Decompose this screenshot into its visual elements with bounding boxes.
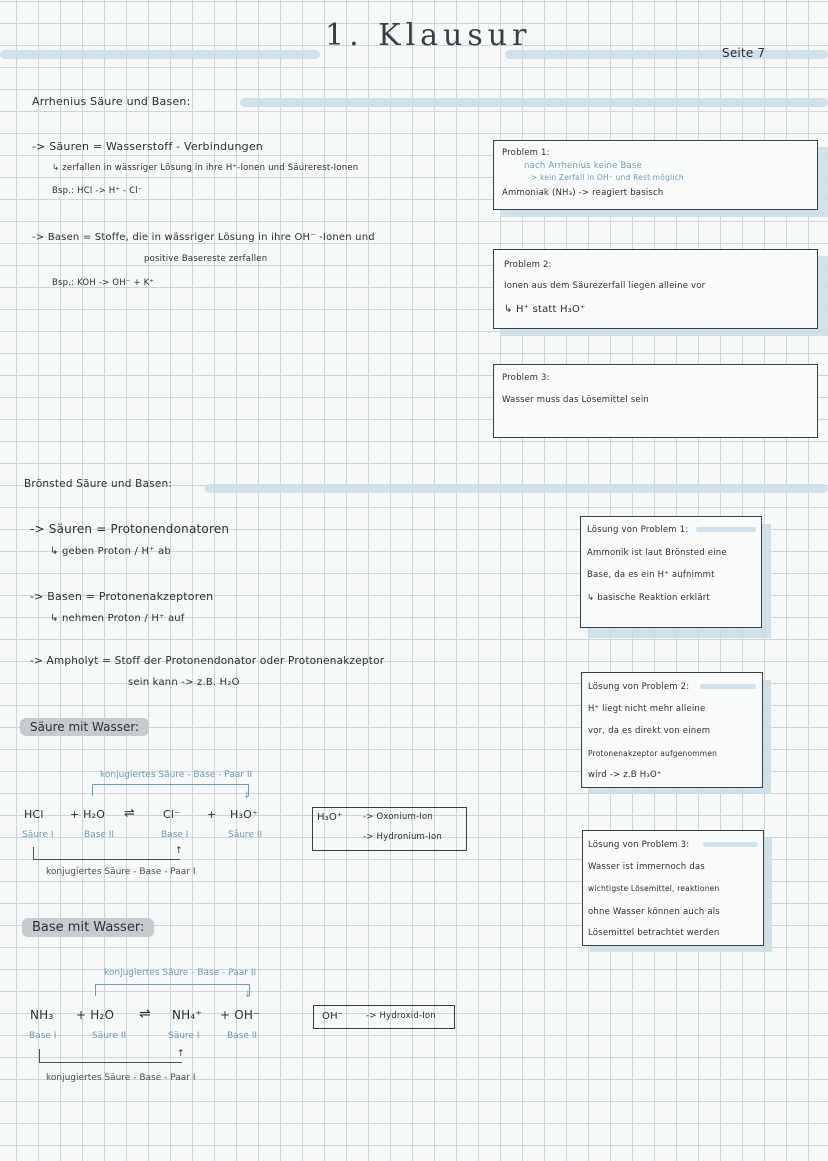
oxonium-name: -> Oxonium-Ion xyxy=(363,812,433,822)
base-water-bottom-bracket xyxy=(39,1062,182,1063)
acid-water-role: Base II xyxy=(84,830,115,840)
arrow-up-icon: ↑ xyxy=(177,1049,185,1059)
problem-1-box xyxy=(493,140,818,210)
acid-water-species: + xyxy=(207,808,217,821)
solution-3-line: Wasser ist immernoch das xyxy=(588,862,705,872)
equilibrium-arrow-icon: ⇌ xyxy=(124,806,136,821)
problem-2-title: Problem 2: xyxy=(504,260,552,270)
solution-1-title: Lösung von Problem 1: xyxy=(587,525,689,535)
oxonium-formula: H₃O⁺ xyxy=(317,812,343,823)
header-underline-right xyxy=(505,50,828,59)
solution-3-box xyxy=(582,830,764,946)
acid-water-heading: Säure mit Wasser: xyxy=(20,718,149,736)
bronsted-acid-line: -> Säuren = Protonendonatoren xyxy=(30,522,230,536)
base-water-species: + OH⁻ xyxy=(220,1008,260,1022)
problem-1-note-2: -> kein Zerfall in OH⁻ und Rest möglich xyxy=(528,173,684,182)
base-water-role: Säure I xyxy=(168,1031,200,1041)
problem-1-note: nach Arrhenius keine Base xyxy=(524,161,642,171)
bronsted-ampholyt-line: -> Ampholyt = Stoff der Protonendonator oder Protonenakzeptor xyxy=(30,655,385,667)
base-water-bottom-label: konjugiertes Säure - Base - Paar I xyxy=(46,1073,196,1083)
acid-water-role: Base I xyxy=(161,830,189,840)
base-water-top-bracket xyxy=(95,984,96,996)
problem-2-text: Ionen aus dem Säurezerfall liegen alleine vor xyxy=(504,281,706,291)
acid-water-bottom-bracket xyxy=(33,859,180,860)
solution-3-line: wichtigste Lösemittel, reaktionen xyxy=(588,884,720,893)
base-water-bottom-bracket xyxy=(39,1049,40,1062)
acid-water-top-bracket xyxy=(92,784,93,796)
page-number: Seite 7 xyxy=(722,46,766,60)
base-water-top-bracket xyxy=(95,984,250,985)
section-underline xyxy=(240,98,828,107)
acid-water-species: Cl⁻ xyxy=(163,808,181,821)
arrhenius-base-line2: positive Basereste zerfallen xyxy=(144,254,268,264)
acid-water-bottom-bracket xyxy=(33,847,34,859)
solution-3-line: ohne Wasser können auch als xyxy=(588,907,720,917)
solution-2-line: vor, da es direkt von einem xyxy=(588,726,711,736)
base-water-role: Säure II xyxy=(92,1031,127,1041)
solution-3-title-line xyxy=(703,842,758,847)
acid-water-role: Säure II xyxy=(228,830,263,840)
solution-2-line: wird -> z.B H₃O⁺ xyxy=(588,770,662,780)
header-underline-left xyxy=(0,50,320,59)
base-water-role: Base I xyxy=(29,1031,57,1041)
equilibrium-arrow-icon: ⇌ xyxy=(139,1006,151,1022)
arrow-up-icon: ↑ xyxy=(175,846,183,856)
solution-1-line: ↳ basische Reaktion erklärt xyxy=(587,593,710,603)
arrhenius-acid-example: Bsp.: HCl -> H⁺ - Cl⁻ xyxy=(52,186,143,196)
hydroxid-formula: OH⁻ xyxy=(322,1011,344,1022)
hydroxid-box xyxy=(313,1005,455,1029)
bronsted-base-line: -> Basen = Protonenakzeptoren xyxy=(30,590,214,603)
base-water-species: NH₃ xyxy=(30,1008,54,1022)
solution-1-line: Base, da es ein H⁺ aufnimmt xyxy=(587,570,715,580)
arrow-down-icon: ↓ xyxy=(244,990,252,1000)
problem-3-box xyxy=(493,364,818,438)
solution-2-title-line xyxy=(700,684,756,689)
bronsted-base-sub: ↳ nehmen Proton / H⁺ auf xyxy=(50,613,185,624)
arrhenius-base-line: -> Basen = Stoffe, die in wässriger Lösung in ihre OH⁻ -Ionen und xyxy=(32,232,375,243)
arrow-down-icon: ↓ xyxy=(243,791,251,801)
solution-1-title-line xyxy=(696,527,756,532)
problem-2-text-2: ↳ H⁺ statt H₃O⁺ xyxy=(504,304,586,315)
solution-3-line: Lösemittel betrachtet werden xyxy=(588,928,720,938)
solution-2-line: H⁺ liegt nicht mehr alleine xyxy=(588,704,706,714)
solution-2-title: Lösung von Problem 2: xyxy=(588,682,690,692)
problem-1-text: Ammoniak (NH₃) -> reagiert basisch xyxy=(502,188,664,198)
solution-3-title: Lösung von Problem 3: xyxy=(588,840,690,850)
arrhenius-base-example: Bsp.: KOH -> OH⁻ + K⁺ xyxy=(52,278,155,288)
solution-2-box xyxy=(581,672,763,788)
arrhenius-heading: Arrhenius Säure und Basen: xyxy=(32,95,191,108)
solution-1-line: Ammonik ist laut Brönsted eine xyxy=(587,548,727,558)
acid-water-top-bracket xyxy=(92,784,249,785)
acid-water-species: H₃O⁺ xyxy=(230,808,258,821)
page-title: 1. Klausur xyxy=(325,18,532,53)
solution-2-line: Protonenakzeptor aufgenommen xyxy=(588,749,718,758)
base-water-species: NH₄⁺ xyxy=(172,1008,202,1022)
solution-1-box xyxy=(580,516,762,628)
bronsted-acid-sub: ↳ geben Proton / H⁺ ab xyxy=(50,546,171,557)
acid-water-role: Säure I xyxy=(22,830,54,840)
oxonium-box xyxy=(312,807,467,851)
base-water-role: Base II xyxy=(227,1031,258,1041)
acid-water-bottom-label: konjugiertes Säure - Base - Paar I xyxy=(46,867,196,877)
problem-1-title: Problem 1: xyxy=(502,148,550,158)
acid-water-top-label: konjugiertes Säure - Base - Paar II xyxy=(100,770,253,780)
problem-3-title: Problem 3: xyxy=(502,373,550,383)
base-water-species: + H₂O xyxy=(76,1008,115,1022)
section-underline-2 xyxy=(205,484,828,493)
acid-water-species: HCl xyxy=(24,808,44,821)
acid-water-species: + H₂O xyxy=(70,808,106,821)
problem-2-box xyxy=(493,249,818,329)
base-water-top-label: konjugiertes Säure - Base - Paar II xyxy=(104,968,257,978)
bronsted-ampholyt-sub: sein kann -> z.B. H₂O xyxy=(128,677,240,688)
hydronium-name: -> Hydronium-Ion xyxy=(363,832,442,842)
arrhenius-acid-sub: ↳ zerfallen in wässriger Lösung in ihre H⁺-Ionen und Säurerest-Ionen xyxy=(52,163,359,173)
bronsted-heading: Brönsted Säure und Basen: xyxy=(24,478,173,490)
arrhenius-acid-line: -> Säuren = Wasserstoff - Verbindungen xyxy=(32,140,263,153)
base-water-heading: Base mit Wasser: xyxy=(22,918,154,937)
hydroxid-name: -> Hydroxid-Ion xyxy=(366,1011,436,1021)
problem-3-text: Wasser muss das Lösemittel sein xyxy=(502,395,649,405)
